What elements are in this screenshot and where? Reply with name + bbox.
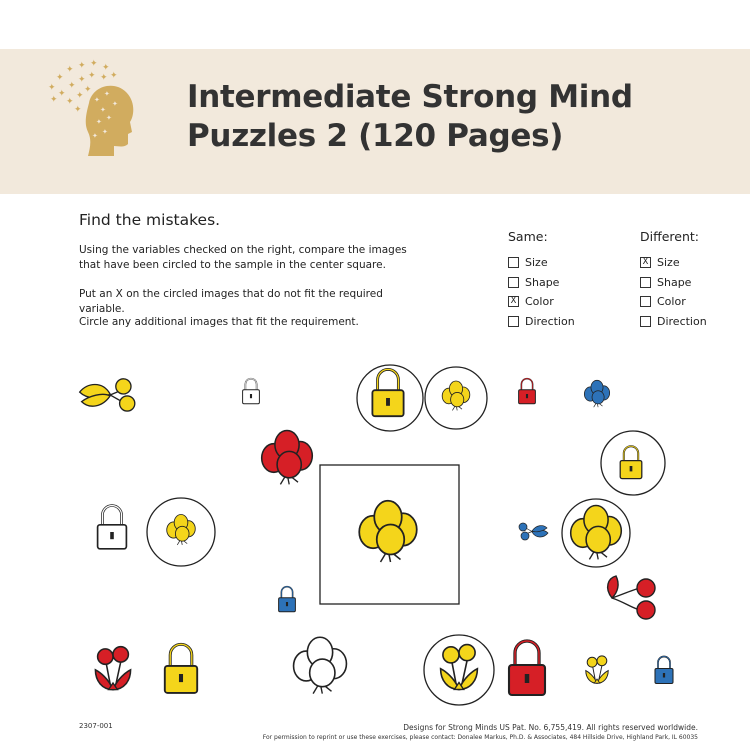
title-line-2: Puzzles 2 (120 Pages) (187, 118, 564, 154)
svg-text:✦: ✦ (94, 96, 100, 104)
page-code: 2307-001 (79, 722, 113, 730)
instructions-heading: Find the mistakes. (79, 211, 221, 229)
svg-text:✦: ✦ (110, 71, 118, 81)
same-size-label: Size (525, 256, 548, 269)
instruction-mark-x: Put an X on the circled images that do not fit the required variable. (79, 288, 383, 315)
svg-text:✦: ✦ (48, 83, 56, 93)
lock-icon (655, 657, 673, 684)
svg-text:✦: ✦ (74, 105, 82, 115)
svg-text:✦: ✦ (96, 118, 102, 126)
flower-icon (519, 523, 548, 540)
lock-icon (519, 379, 536, 404)
svg-text:✦: ✦ (76, 91, 84, 101)
lock-icon (165, 644, 197, 693)
svg-text:✦: ✦ (112, 100, 118, 108)
svg-text:✦: ✦ (104, 90, 110, 98)
same-heading: Same: (508, 229, 548, 244)
different-color-label: Color (657, 295, 686, 308)
balloons-icon (571, 506, 622, 560)
cherries-icon (608, 576, 655, 619)
svg-text:✦: ✦ (102, 128, 108, 136)
lock-icon (243, 379, 260, 404)
instruction-compare: Using the variables checked on the right, compare the images that have been circled to the sample in the center square. (79, 244, 407, 271)
patent-notice: Designs for Strong Minds US Pat. No. 6,755,419. All rights reserved worldwide. (403, 723, 698, 732)
svg-text:✦: ✦ (90, 59, 98, 69)
different-heading: Different: (640, 229, 699, 244)
tulip-icon (95, 647, 130, 690)
svg-text:✦: ✦ (58, 89, 66, 99)
svg-text:✦: ✦ (56, 73, 64, 83)
flower-icon (80, 379, 135, 411)
same-color-checkbox[interactable]: X (508, 296, 519, 307)
instruction-circle: Circle any additional images that fit the requirement. (79, 316, 359, 328)
lock-icon (279, 587, 296, 612)
sample-balloons-icon (359, 501, 417, 562)
balloons-icon (442, 381, 470, 410)
lock-icon (98, 506, 127, 549)
balloons-icon (167, 515, 196, 545)
svg-text:✦: ✦ (100, 73, 108, 83)
same-direction-label: Direction (525, 315, 575, 328)
svg-text:✦: ✦ (78, 61, 86, 71)
lock-icon (620, 446, 642, 478)
svg-text:✦: ✦ (88, 71, 96, 81)
svg-text:✦: ✦ (92, 132, 98, 140)
tulip-icon (441, 645, 478, 690)
lock-icon (372, 369, 403, 416)
svg-text:✦: ✦ (78, 75, 86, 85)
different-size-checkbox[interactable]: X (640, 257, 651, 268)
same-color-label: Color (525, 295, 554, 308)
same-shape-label: Shape (525, 276, 560, 289)
svg-text:✦: ✦ (66, 97, 74, 107)
lock-icon (509, 641, 545, 695)
permission-contact: For permission to reprint or use these exercises, please contact: Donalee Markus, Ph.D. & Associates, 484 Hillside Drive, Highland Park, IL 60035 (262, 734, 698, 741)
different-direction-label: Direction (657, 315, 707, 328)
different-size-label: Size (657, 256, 680, 269)
balloons-icon (584, 380, 609, 407)
svg-text:✦: ✦ (100, 106, 106, 114)
svg-text:✦: ✦ (102, 63, 110, 73)
svg-text:✦: ✦ (84, 85, 92, 95)
tulip-icon (586, 656, 608, 683)
balloons-icon (294, 637, 347, 693)
title-line-1: Intermediate Strong Mind (187, 79, 633, 115)
svg-text:✦: ✦ (50, 95, 58, 105)
svg-text:✦: ✦ (106, 114, 112, 122)
balloons-icon (262, 431, 313, 485)
svg-text:✦: ✦ (66, 65, 74, 75)
different-shape-label: Shape (657, 276, 692, 289)
selection-circle (424, 635, 494, 705)
svg-text:✦: ✦ (68, 81, 76, 91)
